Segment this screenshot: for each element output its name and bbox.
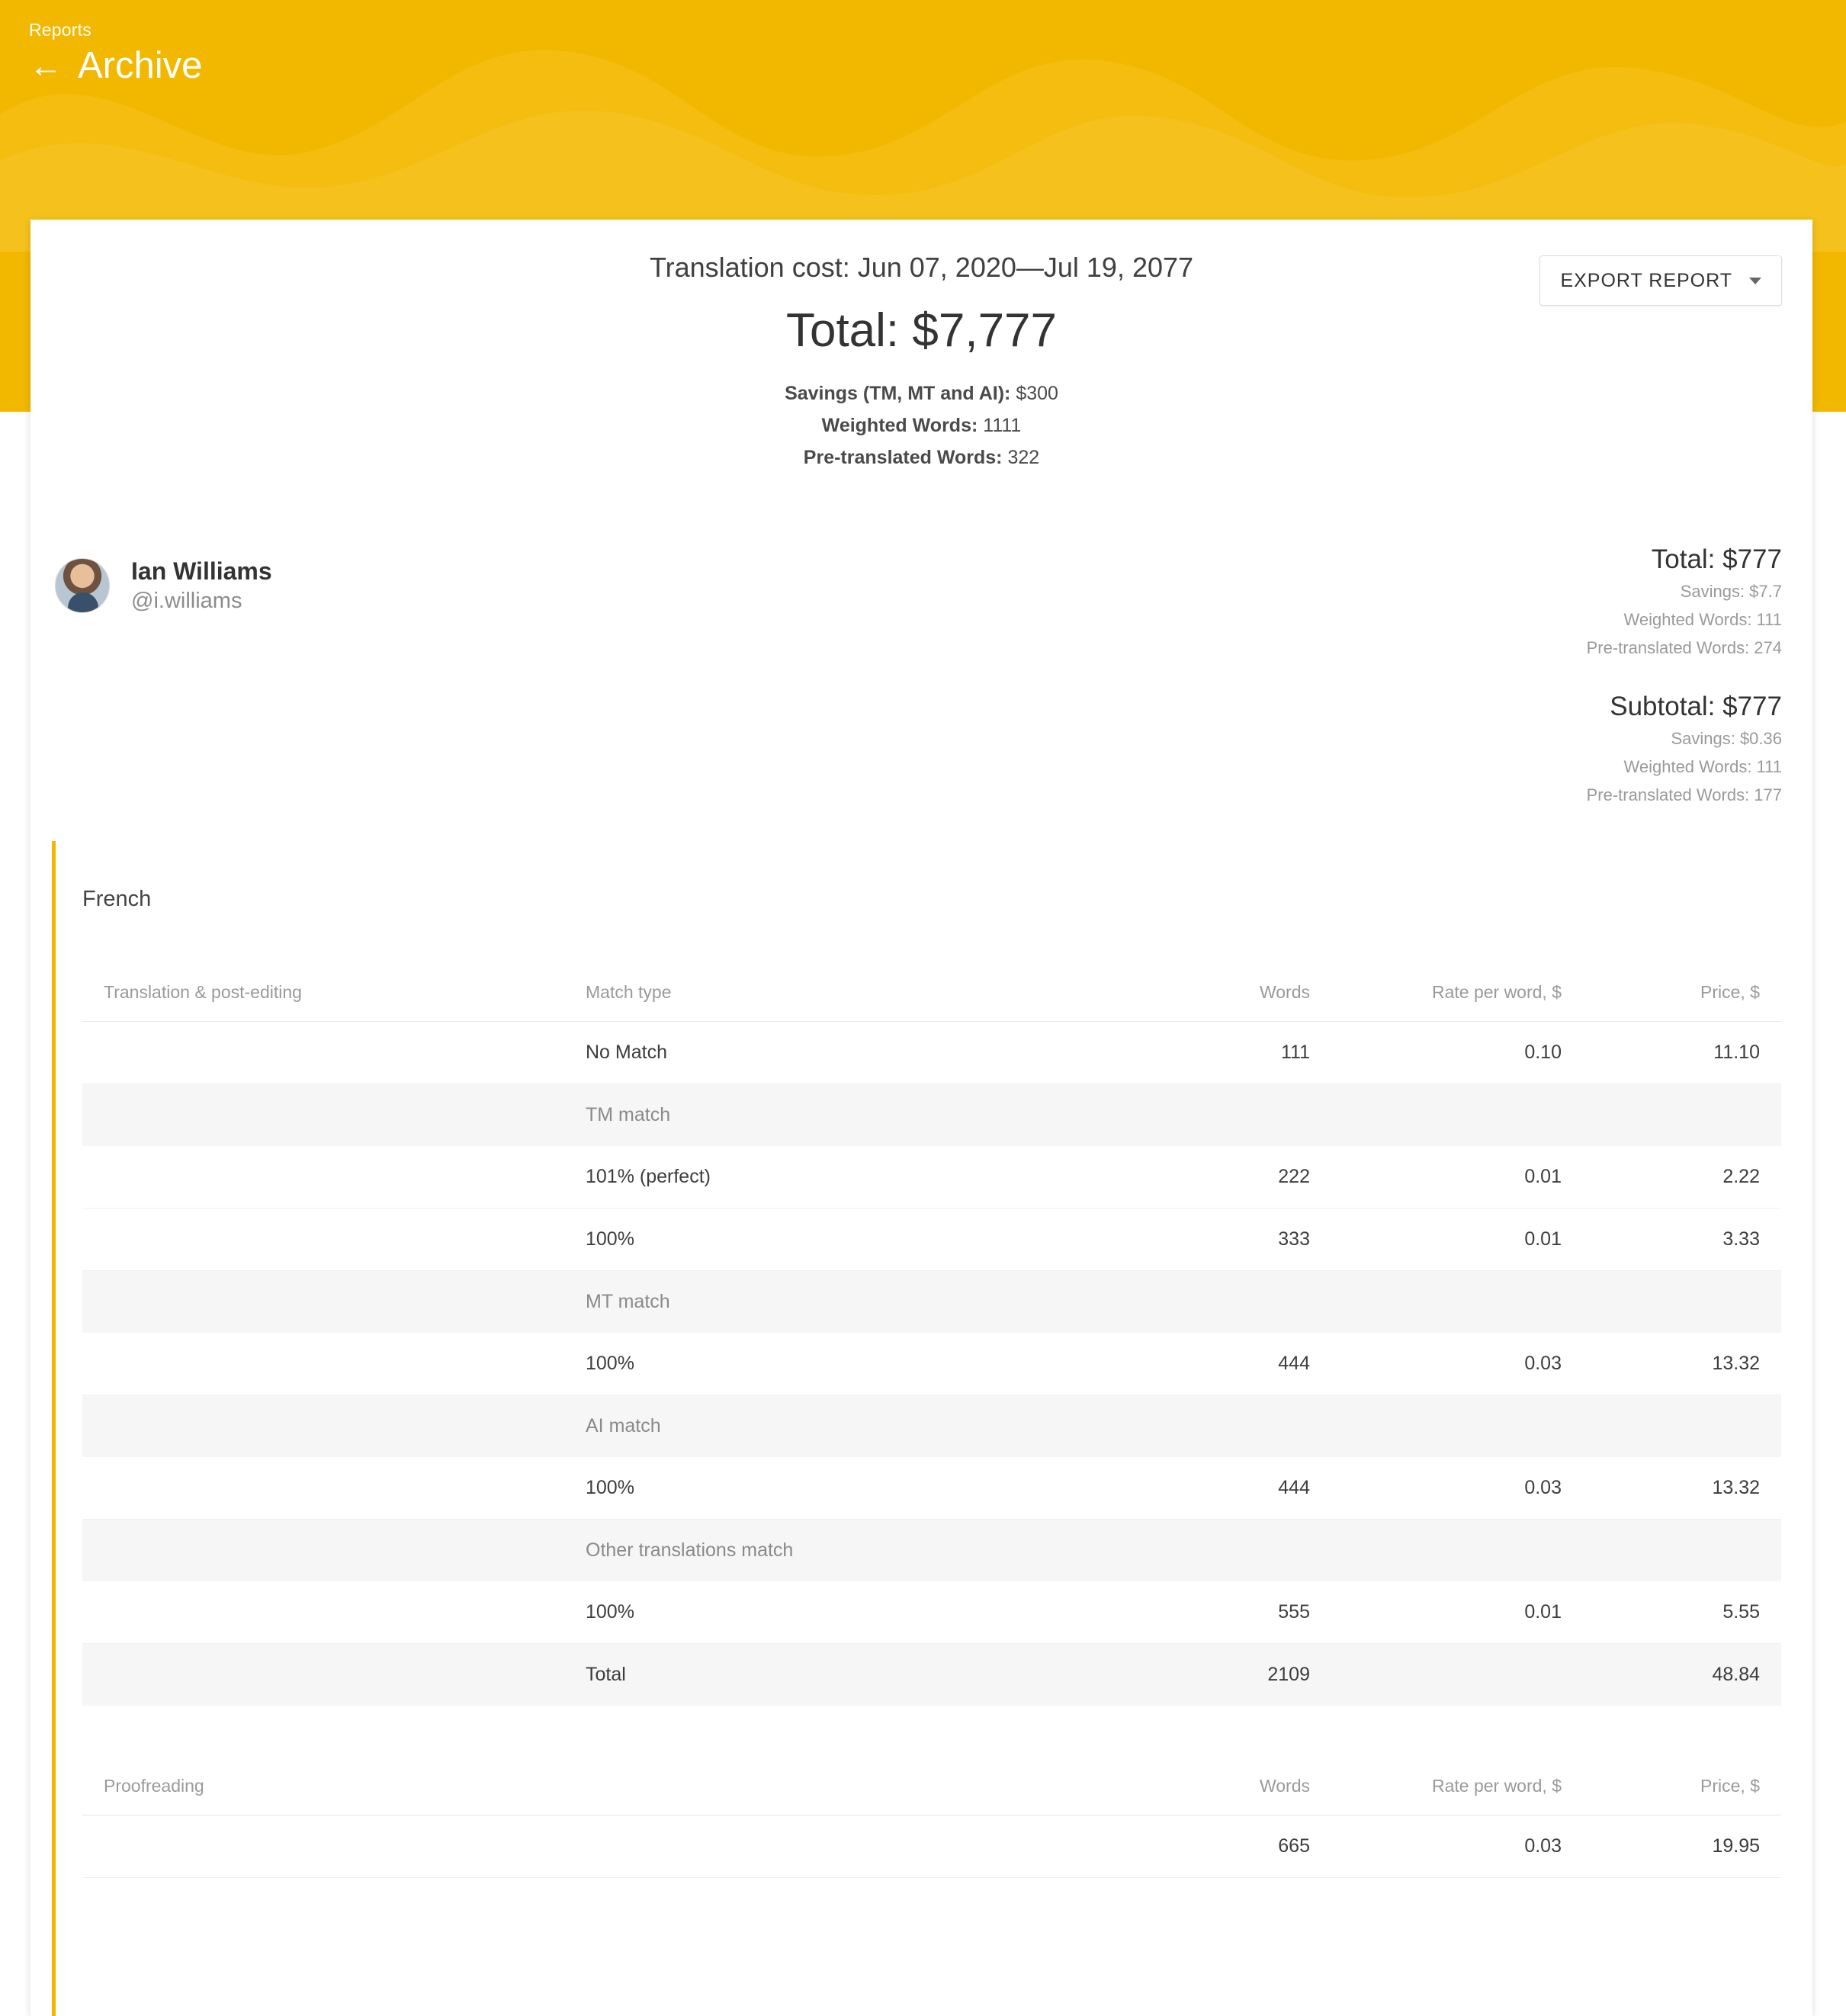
summary-pretranslated-label: Pre-translated Words: [803, 447, 1003, 468]
cell-price: 2.22 [1583, 1146, 1781, 1209]
user-total: Total: $777 [1651, 544, 1782, 574]
cell-rate: 0.03 [1331, 1457, 1583, 1520]
cell-rate: 0.01 [1331, 1209, 1583, 1271]
chevron-down-icon [1749, 278, 1761, 284]
subtotal-savings: Savings: $0.36 [1671, 729, 1782, 748]
th-rate: Rate per word, $ [1331, 982, 1583, 1022]
summary-savings-value: $300 [1016, 383, 1058, 404]
cell-words: 222 [1080, 1146, 1331, 1209]
summary-weighted-value: 1111 [983, 415, 1022, 436]
user-handle: @i.williams [131, 589, 242, 613]
cell-rate: 0.01 [1331, 1146, 1583, 1209]
cell-price: 13.32 [1583, 1457, 1781, 1520]
cost-range-title: Translation cost: Jun 07, 2020—Jul 19, 2077 [649, 252, 1194, 283]
report-card [30, 220, 1812, 2016]
user-info [55, 556, 272, 615]
cell-group-label: TM match [564, 1084, 1080, 1147]
cell-match: 101% (perfect) [564, 1146, 1080, 1209]
table-group-row [82, 1271, 1781, 1334]
page-title: Archive [78, 45, 203, 86]
cell-match: 100% [564, 1209, 1080, 1271]
summary-weighted-label: Weighted Words: [821, 415, 978, 436]
th-proofreading: Proofreading [82, 1776, 564, 1815]
table-group-row [82, 1520, 1781, 1582]
summary-savings-label: Savings (TM, MT and AI): [785, 383, 1011, 404]
cell-price: 11.10 [1583, 1022, 1781, 1084]
th-translation: Translation & post-editing [82, 982, 564, 1022]
page-title-row [29, 47, 202, 85]
user-pretranslated-words: Pre-translated Words: 274 [1586, 638, 1782, 657]
cell-words: 665 [1080, 1815, 1331, 1878]
cell-rate: 0.03 [1331, 1815, 1583, 1878]
cell-words: 111 [1080, 1022, 1331, 1084]
cell-words: 444 [1080, 1333, 1331, 1395]
th-match-type: Match type [564, 982, 1080, 1022]
table-header-row [82, 1776, 1781, 1815]
header-wave-decoration [0, 0, 1846, 252]
cell-total-price: 48.84 [1583, 1644, 1781, 1706]
summary-pretranslated [30, 441, 1812, 474]
back-arrow-icon[interactable]: ← [29, 47, 63, 85]
table-row [82, 1209, 1781, 1271]
breadcrumb[interactable]: Reports [29, 20, 91, 40]
cell-words: 444 [1080, 1457, 1331, 1520]
cell-total-label: Total [564, 1644, 1080, 1706]
cell-group-label: AI match [564, 1395, 1080, 1458]
language-section [30, 841, 1812, 1878]
th-words: Words [1080, 1776, 1331, 1815]
th-rate: Rate per word, $ [1331, 1776, 1583, 1815]
user-weighted-words: Weighted Words: 111 [1623, 610, 1782, 629]
cell-match [564, 1815, 1080, 1878]
cell-words: 333 [1080, 1209, 1331, 1271]
cell-price: 19.95 [1583, 1815, 1781, 1878]
subtotal-block [1587, 689, 1782, 809]
th-price: Price, $ [1583, 982, 1781, 1022]
export-report-button[interactable] [1539, 255, 1782, 306]
cell-words: 555 [1080, 1581, 1331, 1644]
subtotal-pretranslated-words: Pre-translated Words: 177 [1586, 785, 1782, 804]
user-summary-row [30, 542, 1812, 809]
th-price: Price, $ [1583, 1776, 1781, 1815]
user-totals [1587, 542, 1782, 809]
export-report-label: EXPORT REPORT [1560, 269, 1732, 291]
language-name: French [82, 887, 152, 911]
th-blank [564, 1776, 1080, 1815]
table-total-row [82, 1644, 1781, 1706]
translation-cost-table [82, 982, 1781, 1706]
table-row [82, 1333, 1781, 1395]
cell-price: 3.33 [1583, 1209, 1781, 1271]
table-group-row [82, 1395, 1781, 1458]
cell-total-words: 2109 [1080, 1644, 1331, 1706]
cell-match: No Match [564, 1022, 1080, 1084]
table-row [82, 1581, 1781, 1644]
cell-rate: 0.01 [1331, 1581, 1583, 1644]
cell-group-label: MT match [564, 1271, 1080, 1334]
cell-match: 100% [564, 1581, 1080, 1644]
subtotal-weighted-words: Weighted Words: 111 [1623, 757, 1782, 776]
cell-match: 100% [564, 1457, 1080, 1520]
table-row [82, 1457, 1781, 1520]
cell-group-label: Other translations match [564, 1520, 1080, 1582]
summary-savings [30, 377, 1812, 409]
user-savings: Savings: $7.7 [1680, 582, 1782, 601]
user-name: Ian Williams [131, 557, 272, 585]
grand-total: Total: $7,777 [785, 304, 1058, 357]
cell-rate: 0.03 [1331, 1333, 1583, 1395]
th-words: Words [1080, 982, 1331, 1022]
table-header-row [82, 982, 1781, 1022]
avatar [55, 558, 110, 613]
subtotal-title: Subtotal: $777 [1610, 692, 1782, 721]
cell-price: 5.55 [1583, 1581, 1781, 1644]
table-row [82, 1146, 1781, 1209]
table-row [82, 1022, 1781, 1084]
summary-weighted [30, 409, 1812, 441]
proofreading-table [82, 1776, 1781, 1878]
table-row [82, 1815, 1781, 1878]
table-group-row [82, 1084, 1781, 1147]
summary-pretranslated-value: 322 [1007, 447, 1040, 468]
cell-rate: 0.10 [1331, 1022, 1583, 1084]
cell-total-rate [1331, 1644, 1583, 1706]
language-accent-bar [52, 841, 56, 2016]
cell-match: 100% [564, 1333, 1080, 1395]
cell-price: 13.32 [1583, 1333, 1781, 1395]
